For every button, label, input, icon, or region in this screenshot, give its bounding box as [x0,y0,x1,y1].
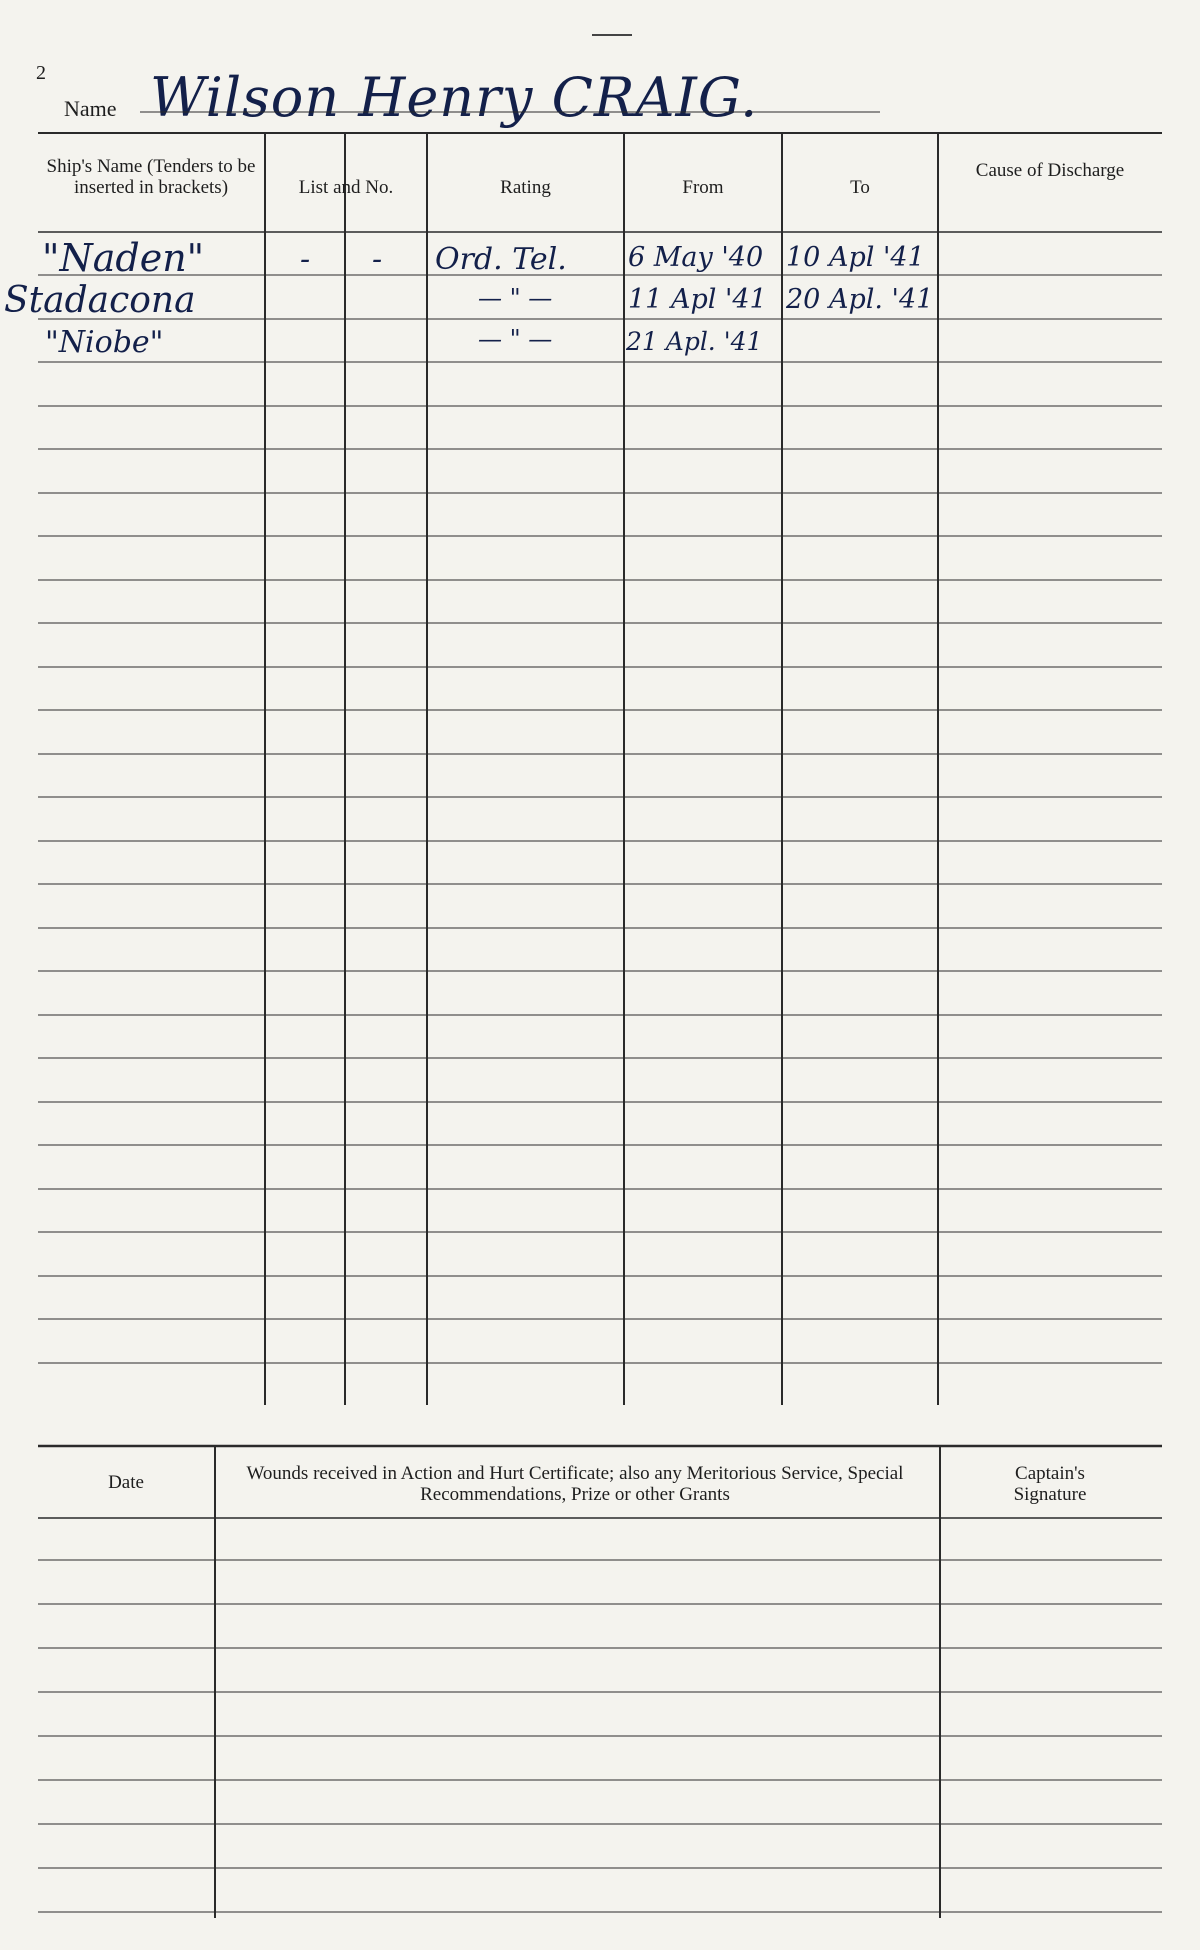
row1-list: - [300,242,311,277]
row1-to: 10 Apl '41 [786,242,925,273]
row3-from: 21 Apl. '41 [626,327,763,356]
wounds-header-date: Date [108,1472,144,1493]
header-to: To [850,177,870,198]
header-ship-name: Ship's Name (Tenders to be inserted in brackets) [46,156,256,198]
header-list-and-no: List and No. [298,177,394,198]
row2-to: 20 Apl. '41 [786,284,934,315]
wounds-ruled-lines [38,1560,1162,1912]
header-from: From [682,177,724,198]
row1-no: - [372,242,383,277]
row3-ship: "Niobe" [45,325,164,360]
page-number: 2 [36,62,46,84]
service-ruled-lines [38,275,1162,1363]
row2-ship: Stadacona [4,280,196,321]
wounds-header-description: Wounds received in Action and Hurt Certificate; also any Meritorious Service, Special Recommendations, Prize or other Grants [246,1463,904,1505]
header-rating: Rating [500,177,551,198]
name-label: Name [64,96,117,121]
row2-rating: — " — [478,284,553,312]
name-value: Wilson Henry CRAIG. [150,66,759,129]
row2-from: 11 Apl '41 [628,284,767,315]
header-cause-of-discharge: Cause of Discharge [975,160,1125,181]
row3-rating: — " — [478,325,553,353]
row1-rating: Ord. Tel. [435,242,567,277]
row1-from: 6 May '40 [628,242,764,273]
wounds-header-captains-signature: Captain's Signature [1013,1463,1087,1505]
row1-ship: "Naden" [42,236,205,280]
service-column-lines [265,133,938,1405]
